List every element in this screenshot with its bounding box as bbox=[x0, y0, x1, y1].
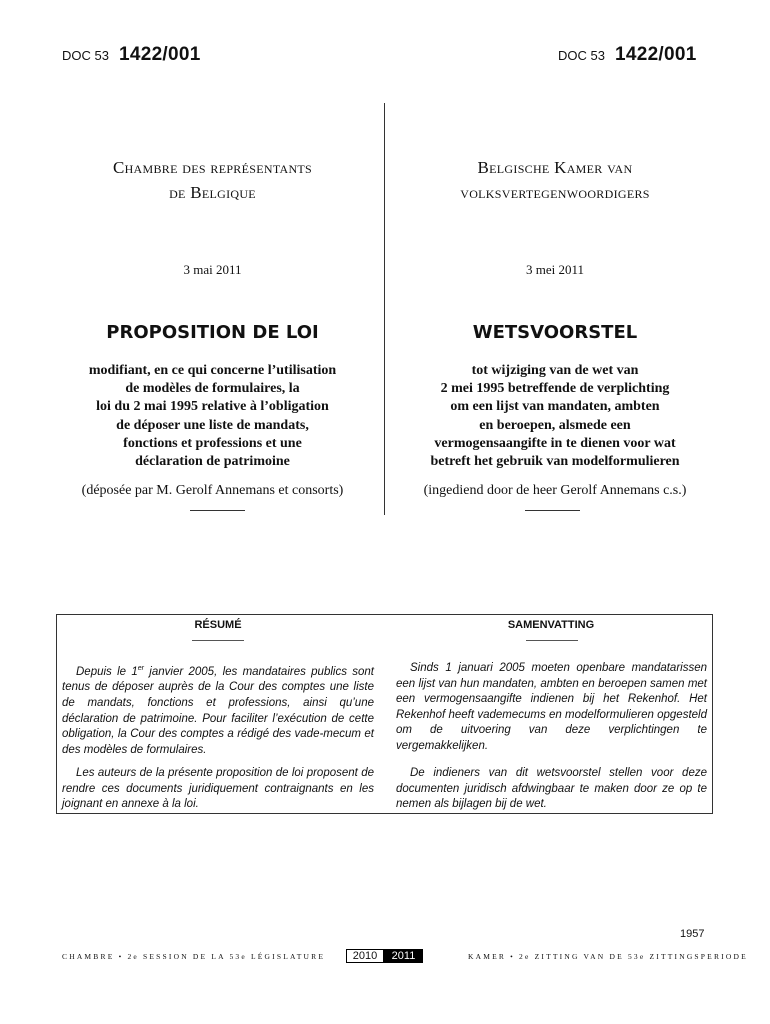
chamber-line-2: volksvertegenwoordigers bbox=[460, 183, 650, 202]
date-nl: 3 mei 2011 bbox=[525, 262, 584, 277]
summary-heading-fr: RÉSUMÉ bbox=[194, 619, 242, 631]
doc-prefix: DOC 53 bbox=[558, 48, 605, 63]
subject-line: modifiant, en ce qui concerne l’utilisation bbox=[88, 363, 337, 378]
session-year-start: 2010 bbox=[346, 949, 384, 963]
subject-nl bbox=[390, 362, 720, 471]
chamber-name-fr bbox=[45, 155, 380, 205]
subject-line: loi du 2 mai 1995 relative à l’obligation bbox=[96, 399, 329, 415]
session-year-end: 2011 bbox=[384, 949, 423, 963]
separator-dash bbox=[525, 510, 580, 511]
document-title-fr: PROPOSITION DE LOI bbox=[106, 322, 319, 343]
doc-number: 1422/001 bbox=[118, 44, 201, 65]
subject-line: betreft het gebruik van modelformulieren bbox=[430, 454, 680, 470]
heading-underline bbox=[526, 640, 578, 641]
subject-line: de modèles de formulaires, la bbox=[125, 381, 300, 397]
subject-line: 2 mei 1995 betreffende de verplichting bbox=[440, 381, 670, 397]
page-number: 1957 bbox=[680, 928, 705, 940]
deposit-note-fr: (déposée par M. Gerolf Annemans et consorts) bbox=[81, 483, 344, 498]
summary-paragraph-nl-1: Sinds 1 januari 2005 moeten openbare mandatarissen een lijst van hun mandaten, ambten en beroepen samen met een vermogensaangifte indienen bij het Rekenhof. Het Rekenhof heeft vademecums en modelformulieren opgesteld om de uitvoering van deze verplichtingen te vergemakkelijken. bbox=[396, 662, 707, 752]
subject-line: fonctions et professions et une bbox=[123, 435, 302, 451]
column-divider bbox=[384, 103, 385, 515]
text-run: Depuis le 1 bbox=[76, 665, 138, 678]
summary-paragraph-fr-2: Les auteurs de la présente proposition de loi proposent de rendre ces documents juridiquement contraignants en les joignant en annexe à la loi. bbox=[62, 767, 374, 811]
deposit-note-nl: (ingediend door de heer Gerolf Annemans c.s.) bbox=[423, 483, 687, 498]
doc-reference-right bbox=[558, 44, 697, 66]
subject-line: de déposer une liste de mandats, bbox=[116, 417, 309, 433]
subject-line: om een lijst van mandaten, ambten bbox=[450, 399, 660, 415]
doc-prefix: DOC 53 bbox=[62, 48, 109, 63]
superscript: er bbox=[137, 665, 144, 672]
separator-dash bbox=[190, 510, 245, 511]
doc-reference-left bbox=[62, 44, 201, 66]
footer-session-nl: KAMER • 2e ZITTING VAN DE 53e ZITTINGSPERIODE bbox=[468, 952, 748, 961]
subject-fr bbox=[45, 362, 380, 471]
subject-line: vermogensaangifte in te dienen voor wat bbox=[434, 435, 676, 451]
chamber-line-1: Chambre des représentants bbox=[112, 158, 313, 177]
subject-line: en beroepen, alsmede een bbox=[479, 417, 631, 433]
date-fr: 3 mai 2011 bbox=[183, 262, 242, 277]
text-run: janvier 2005, les mandataires publics sont tenus de déposer auprès de la Cour des comptes une liste de mandats, fonctions et professions, ainsi qu’une déclaration de patrimoine. Pour faciliter l’exécution de cette obligation, la Cour des comptes a rédigé des vade-mecum et des modèles de formulaires. bbox=[62, 665, 374, 756]
document-title-nl: WETSVOORSTEL bbox=[472, 322, 638, 343]
summary-heading-nl: SAMENVATTING bbox=[507, 619, 595, 631]
heading-underline bbox=[192, 640, 244, 641]
subject-line: tot wijziging van de wet van bbox=[471, 363, 639, 378]
chamber-line-1: Belgische Kamer van bbox=[477, 158, 633, 177]
summary-paragraph-nl-2: De indieners van dit wetsvoorstel stellen voor deze documenten juridisch afdwingbaar te maken door ze op te nemen als bijlagen bij de wet. bbox=[396, 767, 707, 811]
footer-session-fr: CHAMBRE • 2e SESSION DE LA 53e LÉGISLATURE bbox=[62, 952, 326, 961]
chamber-line-2: de Belgique bbox=[169, 183, 256, 202]
subject-line: déclaration de patrimoine bbox=[135, 454, 290, 470]
summary-paragraph-fr-1 bbox=[62, 661, 374, 758]
chamber-name-nl bbox=[390, 155, 720, 205]
doc-number: 1422/001 bbox=[614, 44, 697, 65]
